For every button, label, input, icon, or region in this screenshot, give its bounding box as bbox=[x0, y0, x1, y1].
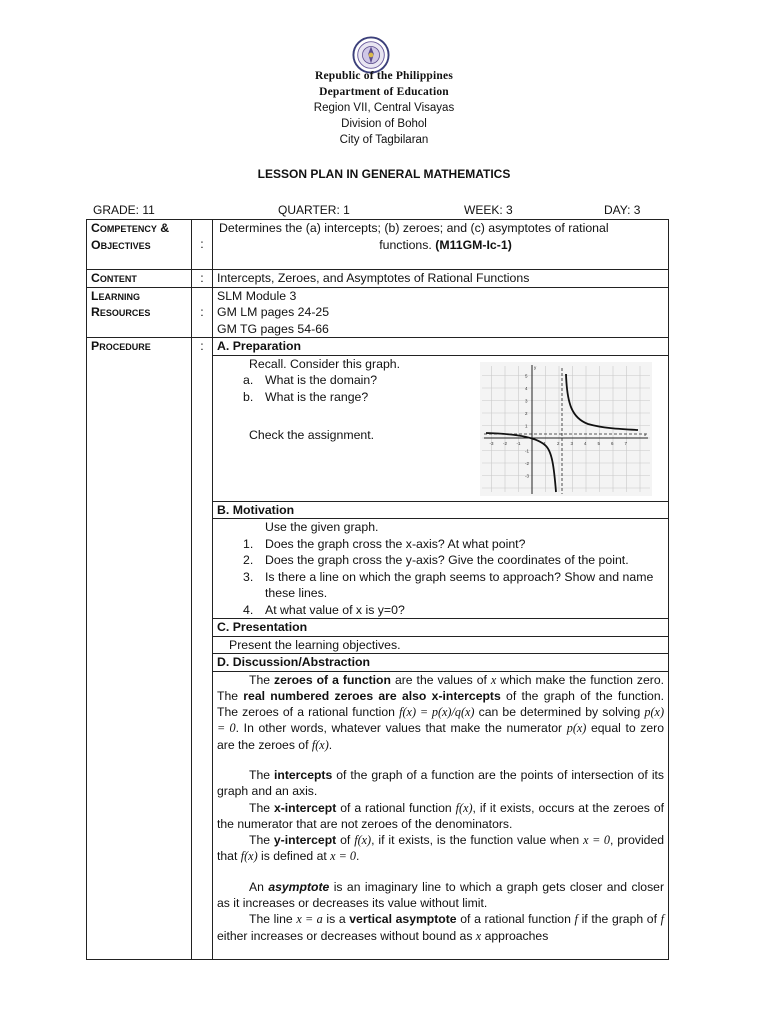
resource-item: SLM Module 3 bbox=[217, 288, 297, 303]
list-item bbox=[243, 552, 664, 569]
x-tick-label: -2 bbox=[503, 441, 508, 446]
division-line: Division of Bohol bbox=[341, 118, 427, 130]
list-marker: 3. bbox=[243, 569, 254, 584]
list-text: At what value of x is y=0? bbox=[265, 602, 405, 617]
y-tick-label: 5 bbox=[525, 373, 528, 379]
list-marker: 2. bbox=[243, 553, 254, 567]
x-tick-label: -1 bbox=[516, 441, 521, 446]
list-text: Does the graph cross the y-axis? Give the coordinates of the point. bbox=[265, 553, 629, 567]
list-marker: 4. bbox=[243, 602, 254, 617]
resources-row bbox=[87, 287, 669, 338]
preparation-heading: A. Preparation bbox=[213, 338, 669, 356]
discussion-heading: D. Discussion/Abstraction bbox=[213, 654, 669, 672]
x-tick-label: 4 bbox=[584, 441, 587, 446]
content-row bbox=[87, 270, 669, 288]
republic-line: Republic of the Philippines bbox=[315, 70, 453, 82]
deped-seal-logo bbox=[352, 36, 390, 74]
competency-label bbox=[87, 220, 192, 270]
content-label: Content bbox=[87, 270, 192, 288]
y-tick-label: 2 bbox=[525, 411, 528, 416]
list-text: What is the domain? bbox=[265, 373, 378, 387]
x-tick-label: -3 bbox=[489, 441, 494, 446]
competency-label-line2: Objectives bbox=[91, 237, 151, 252]
x-tick-label: 6 bbox=[611, 441, 614, 446]
competency-text bbox=[213, 220, 669, 270]
x-tick-label: 3 bbox=[570, 441, 574, 446]
rational-function-graph bbox=[480, 362, 652, 496]
list-marker: b. bbox=[243, 389, 254, 404]
motivation-questions bbox=[217, 536, 664, 619]
y-tick-label: 1 bbox=[525, 423, 528, 429]
competency-text-line1: Determines the (a) intercepts; (b) zeroes; and (c) asymptotes of rational bbox=[219, 221, 609, 235]
lesson-plan-table bbox=[86, 219, 669, 960]
list-text: What is the range? bbox=[265, 389, 369, 404]
content-text: Intercepts, Zeroes, and Asymptotes of Rational Functions bbox=[213, 270, 669, 288]
y-tick-label: 3 bbox=[525, 398, 528, 404]
x-tick-label: 2 bbox=[557, 441, 560, 446]
grade-label: GRADE: 11 bbox=[93, 203, 155, 217]
y-tick-label: -1 bbox=[525, 448, 530, 454]
motivation-intro: Use the given graph. bbox=[265, 520, 379, 534]
quarter-label: QUARTER: 1 bbox=[278, 203, 350, 217]
motivation-heading: B. Motivation bbox=[213, 501, 669, 519]
y-intercept-paragraph: The y-intercept of f(x), if it exists, is the function value when x = 0, provided that f(x) is defined at x = 0. bbox=[217, 833, 664, 864]
lesson-plan-title: LESSON PLAN IN GENERAL MATHEMATICS bbox=[257, 167, 511, 181]
intercepts-paragraph: The intercepts of the graph of a function are the points of intersection of its graph and an axis. bbox=[217, 767, 665, 799]
list-text: Is there a line on which the graph seems to approach? Show and name these lines. bbox=[265, 569, 654, 600]
y-tick-label: -2 bbox=[525, 461, 530, 466]
x-axis-label: x bbox=[644, 432, 647, 437]
procedure-colon: : bbox=[192, 338, 213, 960]
content-colon: : bbox=[192, 270, 213, 288]
x-intercept-paragraph: The x-intercept of a rational function f(x), if it exists, occurs at the zeroes of the numerator that are not zeroes of the denominators. bbox=[217, 800, 665, 831]
zeroes-paragraph: The zeroes of a function are the values of x which make the function zero. The real numbered zeroes are also x-intercepts of the graph of the function. The zeroes of a rational function f(x) = p(x)/q(x) can be determined by solving p(x) = 0. In other words, whatever values that make the numerator p(x) equal to zero are the zeroes of f(x). bbox=[217, 672, 665, 752]
day-label: DAY: 3 bbox=[604, 203, 641, 217]
resource-item: GM LM pages 24-25 bbox=[217, 305, 330, 319]
competency-colon: : bbox=[192, 220, 213, 270]
list-item bbox=[243, 536, 664, 553]
presentation-heading: C. Presentation bbox=[213, 619, 669, 637]
y-tick-label: 4 bbox=[525, 386, 528, 391]
x-tick-label: 1 bbox=[543, 441, 547, 446]
motivation-body bbox=[213, 519, 669, 619]
y-tick-label: -3 bbox=[525, 473, 530, 479]
competency-text-functions: functions. bbox=[379, 237, 432, 252]
list-marker: a. bbox=[243, 373, 254, 387]
procedure-label: Procedure bbox=[87, 338, 192, 960]
vertical-asymptote-paragraph: The line x = a is a vertical asymptote of a rational function f if the graph of f either increases or decreases without bound as x approaches bbox=[217, 912, 665, 943]
list-item bbox=[243, 569, 664, 602]
y-axis-label: y bbox=[534, 365, 537, 370]
list-item bbox=[243, 602, 664, 619]
list-marker: 1. bbox=[243, 536, 254, 551]
competency-code: (M11GM-Ic-1) bbox=[435, 237, 512, 252]
list-text: Does the graph cross the x-axis? At what point? bbox=[265, 536, 526, 551]
week-label: WEEK: 3 bbox=[464, 203, 513, 217]
competency-text-line2 bbox=[217, 237, 664, 254]
discussion-body bbox=[213, 671, 669, 959]
asymptote-paragraph: An asymptote is an imaginary line to which a graph gets closer and closer as it increases or decreases its value without limit. bbox=[217, 879, 664, 911]
resource-item: GM TG pages 54-66 bbox=[217, 321, 329, 336]
preparation-check: Check the assignment. bbox=[249, 428, 375, 442]
region-line: Region VII, Central Visayas bbox=[313, 102, 455, 114]
resources-list bbox=[213, 287, 669, 338]
procedure-header-row bbox=[87, 338, 669, 356]
resources-label bbox=[87, 287, 192, 338]
resources-label-line2: Resources bbox=[91, 305, 151, 319]
x-tick-label: 7 bbox=[624, 441, 628, 446]
department-line: Department of Education bbox=[319, 86, 449, 98]
presentation-text: Present the learning objectives. bbox=[213, 636, 669, 654]
resources-colon: : bbox=[192, 287, 213, 338]
resources-label-line1: Learning bbox=[91, 288, 141, 303]
x-tick-label: 5 bbox=[597, 441, 601, 446]
competency-row bbox=[87, 220, 669, 270]
competency-label-line1: Competency & bbox=[91, 221, 170, 235]
preparation-intro: Recall. Consider this graph. bbox=[249, 356, 401, 371]
city-line: City of Tagbilaran bbox=[339, 134, 429, 146]
